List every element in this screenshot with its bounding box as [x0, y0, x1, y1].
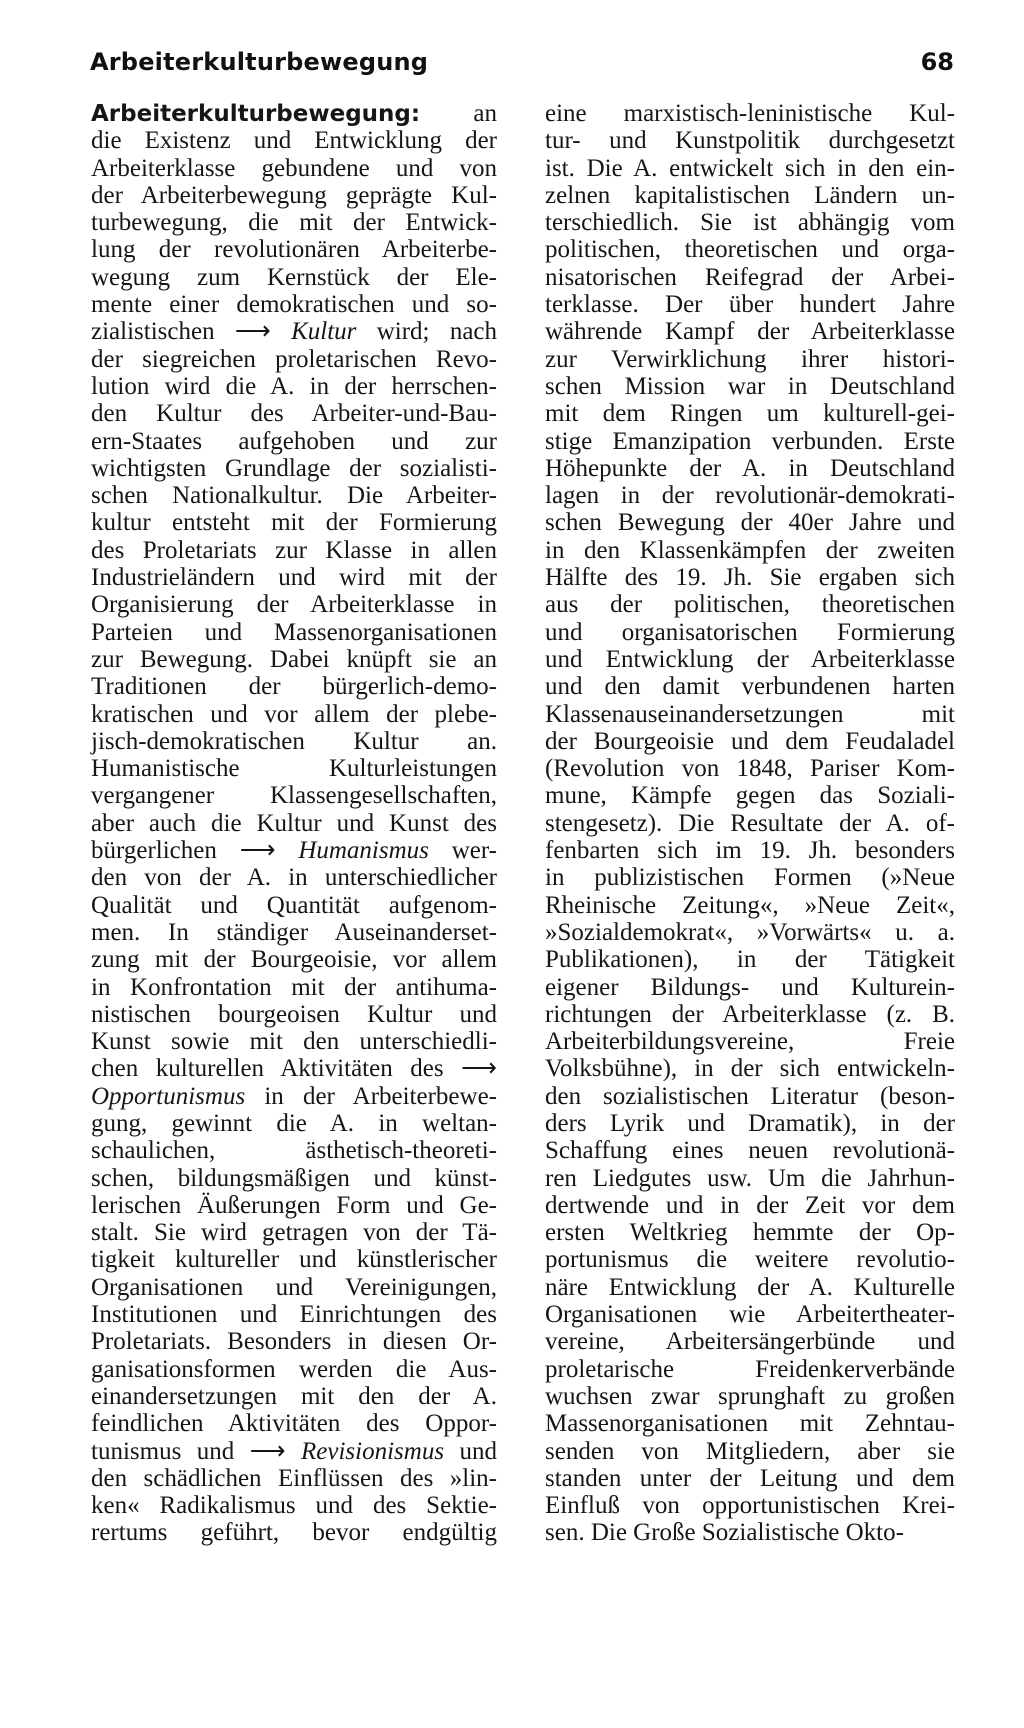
text-line: wichtigsten Grundlage der sozialisti- — [91, 454, 497, 482]
text-line: Publikationen), in der Tätigkeit — [545, 946, 955, 974]
text-line: politischen, theoretischen und orga- — [545, 236, 955, 264]
text-line: und organisatorischen Formierung — [545, 618, 955, 646]
text-line: einandersetzungen mit den der A. — [91, 1382, 497, 1410]
text-line: der Arbeiterbewegung geprägte Kul- — [91, 181, 497, 209]
text-line: terschiedlich. Sie ist abhängig vom — [545, 209, 955, 237]
text-fragment: tunismus und — [91, 1437, 235, 1465]
text-line: wuchsen zwar sprunghaft zu großen — [545, 1382, 955, 1410]
text-line: kratischen und vor allem der plebe- — [91, 700, 497, 728]
text-line: Institutionen und Einrichtungen des — [91, 1301, 497, 1329]
text-line: Proletariats. Besonders in diesen Or- — [91, 1328, 497, 1356]
text-line: stengesetz). Die Resultate der A. of- — [545, 809, 955, 837]
text-fragment: wird; — [376, 318, 430, 346]
text-line: ders Lyrik und Dramatik), in der — [545, 1109, 955, 1137]
right-column — [545, 100, 955, 1547]
text-line: stalt. Sie wird getragen von der Tä- — [91, 1219, 497, 1247]
text-line: und den damit verbundenen harten — [545, 673, 955, 701]
text-line: Organisationen und Vereinigungen, — [91, 1273, 497, 1301]
text-line: turbewegung, die mit der Entwick- — [91, 209, 497, 237]
text-line: ganisationsformen werden die Aus- — [91, 1355, 497, 1383]
text-line: gung, gewinnt die A. in weltan- — [91, 1109, 497, 1137]
text-line: feindlichen Aktivitäten des Oppor- — [91, 1410, 497, 1438]
text-line-with-arrow — [91, 1055, 497, 1082]
text-line: lagen in der revolutionär-demokrati- — [545, 482, 955, 510]
text-line: lerischen Äußerungen Form und Ge- — [91, 1191, 497, 1219]
text-line: proletarische Freidenkerverbände — [545, 1355, 955, 1383]
text-line: schaulichen, ästhetisch-theoreti- — [91, 1137, 497, 1165]
text-line: fenbarten sich im 19. Jh. besonders — [545, 837, 955, 865]
ref-opportunismus[interactable]: Opportunismus — [91, 1082, 246, 1110]
text-line: der siegreichen proletarischen Revo- — [91, 345, 497, 373]
arrow-icon: ⟶ — [461, 1055, 497, 1083]
text-line: währende Kampf der Arbeiterklasse — [545, 318, 955, 346]
left-column — [91, 100, 497, 1547]
text-line: eine marxistisch-leninistische Kul- — [545, 100, 955, 127]
text-line-with-ref — [91, 837, 497, 864]
running-title: Arbeiterkulturbewegung — [90, 48, 429, 76]
text-line: aus der politischen, theoretischen — [545, 591, 955, 619]
text-line: den Kultur des Arbeiter-und-Bau- — [91, 400, 497, 428]
text-line: mente einer demokratischen und so- — [91, 291, 497, 319]
text-line: stige Emanzipation verbunden. Erste — [545, 427, 955, 455]
text-fragment: zialistischen — [91, 318, 215, 346]
text-line: Klassenauseinandersetzungen mit — [545, 700, 955, 728]
text-line: in den Klassenkämpfen der zweiten — [545, 536, 955, 564]
text-line: zur Bewegung. Dabei knüpft sie an — [91, 645, 497, 673]
text-line: »Sozialdemokrat«, »Vorwärts« u. a. — [545, 918, 955, 946]
text-line: ren Liedgutes usw. Um die Jahrhun- — [545, 1164, 955, 1192]
text-line: Einfluß von opportunistischen Krei- — [545, 1492, 955, 1520]
text-line-with-ref — [91, 318, 497, 345]
arrow-icon: ⟶ — [249, 1437, 286, 1465]
page-number: 68 — [920, 48, 954, 76]
text-line: ken« Radikalismus und des Sektie- — [91, 1492, 497, 1520]
text-fragment: wer- — [451, 837, 498, 865]
text-line: in Konfrontation mit der antihuma- — [91, 973, 497, 1001]
text-line: Schaffung eines neuen revolutionä- — [545, 1137, 955, 1165]
text-line: der Bourgeoisie und dem Feudaladel — [545, 727, 955, 755]
text-line: Massenorganisationen mit Zehntau- — [545, 1410, 955, 1438]
text-line: (Revolution von 1848, Pariser Kom- — [545, 755, 955, 783]
text-line: Rheinische Zeitung«, »Neue Zeit«, — [545, 891, 955, 919]
text-line: mit dem Ringen um kulturell-gei- — [545, 400, 955, 428]
text-line: vereine, Arbeitersängerbünde und — [545, 1328, 955, 1356]
text-fragment: und — [459, 1437, 497, 1465]
text-line: den sozialistischen Literatur (beson- — [545, 1082, 955, 1110]
text-line: des Proletariats zur Klasse in allen — [91, 536, 497, 564]
text-line: vergangener Klassengesellschaften, — [91, 782, 497, 810]
text-line: zung mit der Bourgeoisie, vor allem — [91, 946, 497, 974]
text-line: an — [473, 100, 497, 127]
text-fragment: chen kulturellen Aktivitäten des — [91, 1055, 444, 1083]
text-line: Höhepunkte der A. in Deutschland — [545, 454, 955, 482]
text-line: näre Entwicklung der A. Kulturelle — [545, 1273, 955, 1301]
text-line: Qualität und Quantität aufgenom- — [91, 891, 497, 919]
text-line: standen unter der Leitung und dem — [545, 1464, 955, 1492]
text-line: schen Mission war in Deutschland — [545, 372, 955, 400]
text-line: wegung zum Kernstück der Ele- — [91, 263, 497, 291]
text-line: ist. Die A. entwickelt sich in den ein- — [545, 154, 955, 182]
text-line: zelnen kapitalistischen Ländern un- — [545, 181, 955, 209]
text-line: schen Nationalkultur. Die Arbeiter- — [91, 482, 497, 510]
text-line: mune, Kämpfe gegen das Soziali- — [545, 782, 955, 810]
text-line: senden von Mitgliedern, aber sie — [545, 1437, 955, 1465]
text-line: tigkeit kultureller und künstlerischer — [91, 1246, 497, 1274]
text-line: rertums geführt, bevor endgültig — [91, 1519, 497, 1547]
text-line: Industrieländern und wird mit der — [91, 564, 497, 592]
text-line: Kunst sowie mit den unterschiedli- — [91, 1028, 497, 1056]
arrow-icon: ⟶ — [234, 318, 271, 346]
text-line: nistischen bourgeoisen Kultur und — [91, 1000, 497, 1028]
text-line: nisatorischen Reifegrad der Arbei- — [545, 263, 955, 291]
text-line: zur Verwirklichung ihrer histori- — [545, 345, 955, 373]
text-line: die Existenz und Entwicklung der — [91, 127, 497, 155]
text-line: schen Bewegung der 40er Jahre und — [545, 509, 955, 537]
text-line: sen. Die Große Sozialistische Okto- — [545, 1519, 904, 1547]
text-line: Organisierung der Arbeiterklasse in — [91, 591, 497, 619]
text-line: dertwende und in der Zeit vor dem — [545, 1191, 955, 1219]
text-line: Traditionen der bürgerlich-demo- — [91, 673, 497, 701]
entry-first-line — [91, 100, 497, 127]
text-line: lung der revolutionären Arbeiterbe- — [91, 236, 497, 264]
text-line: Volksbühne), in der sich entwickeln- — [545, 1055, 955, 1083]
text-fragment: in der Arbeiterbewe- — [264, 1082, 497, 1110]
ref-humanismus[interactable]: Humanismus — [298, 837, 429, 865]
text-line: richtungen der Arbeiterklasse (z. B. — [545, 1000, 955, 1028]
text-line: kultur entsteht mit der Formierung — [91, 509, 497, 537]
text-fragment: nach — [449, 318, 498, 346]
text-line: Humanistische Kulturleistungen — [91, 755, 497, 783]
arrow-icon: ⟶ — [239, 837, 276, 865]
text-line: lution wird die A. in der herrschen- — [91, 372, 497, 400]
text-line: Organisationen wie Arbeitertheater- — [545, 1301, 955, 1329]
entry-headword: Arbeiterkulturbewegung: — [91, 101, 421, 127]
text-line: eigener Bildungs- und Kulturein- — [545, 973, 955, 1001]
text-line: in publizistischen Formen (»Neue — [545, 864, 955, 892]
text-line: Hälfte des 19. Jh. Sie ergaben sich — [545, 564, 955, 592]
text-line-with-ref — [91, 1083, 497, 1110]
text-line: portunismus die weitere revolutio- — [545, 1246, 955, 1274]
text-line: schen, bildungsmäßigen und künst- — [91, 1164, 497, 1192]
text-line: Arbeiterbildungsvereine, Freie — [545, 1028, 955, 1056]
text-line: den schädlichen Einflüssen des »lin- — [91, 1464, 497, 1492]
text-line: und Entwicklung der Arbeiterklasse — [545, 645, 955, 673]
ref-revisionismus[interactable]: Revisionismus — [301, 1437, 445, 1465]
text-line: ern-Staates aufgehoben und zur — [91, 427, 497, 455]
text-line: aber auch die Kultur und Kunst des — [91, 809, 497, 837]
text-line-with-ref — [91, 1438, 497, 1465]
text-line: den von der A. in unterschiedlicher — [91, 864, 497, 892]
text-line: tur- und Kunstpolitik durchgesetzt — [545, 127, 955, 155]
text-line: jisch-demokratischen Kultur an. — [91, 727, 497, 755]
text-line: terklasse. Der über hundert Jahre — [545, 291, 955, 319]
ref-kultur[interactable]: Kultur — [291, 318, 357, 346]
text-line: Parteien und Massenorganisationen — [91, 618, 497, 646]
text-line: Arbeiterklasse gebundene und von — [91, 154, 497, 182]
text-fragment: bürgerlichen — [91, 837, 217, 865]
text-line: ersten Weltkrieg hemmte der Op- — [545, 1219, 955, 1247]
text-line: men. In ständiger Auseinanderset- — [91, 918, 497, 946]
